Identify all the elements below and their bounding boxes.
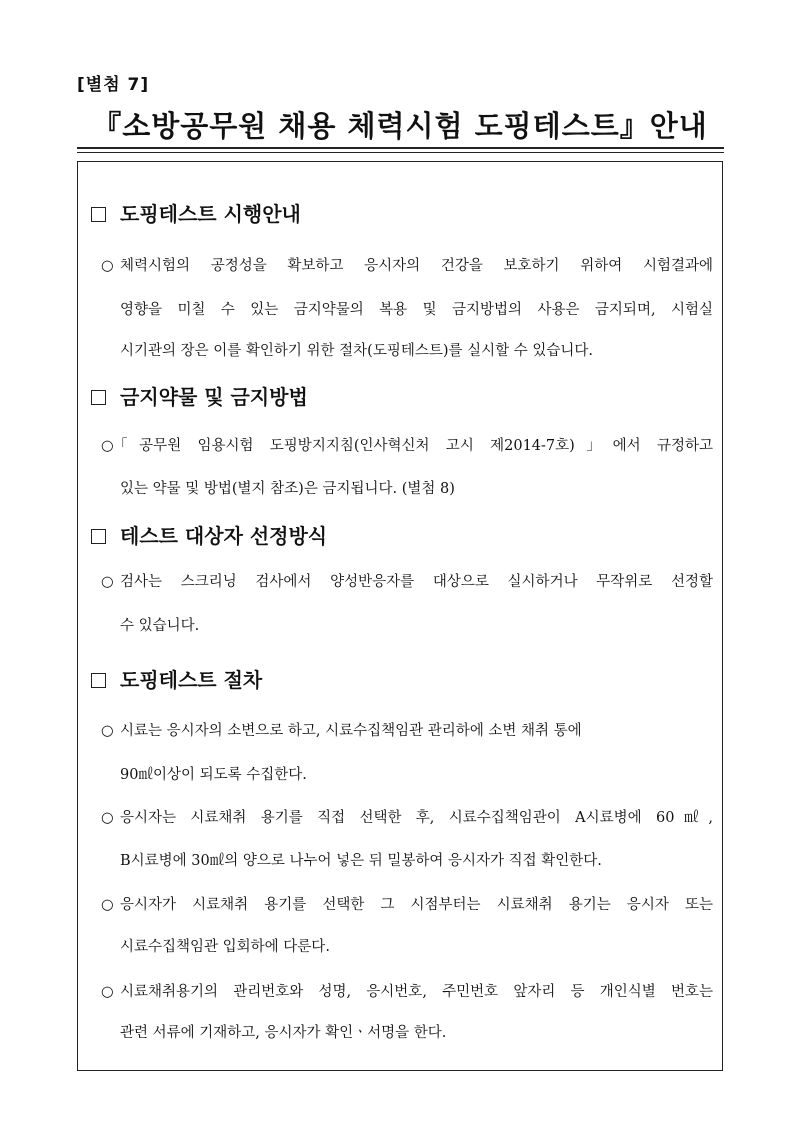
checkbox-square-icon [91,673,106,688]
paragraph-line: 시기관의 장은 이를 확인하기 위한 절차(도핑테스트)를 실시할 수 있습니다. [120,343,594,359]
section-heading [91,199,301,229]
checkbox-square-icon [91,529,106,544]
title-underline-thin [77,152,724,153]
paragraph-line: 시료채취용기의 관리번호와 성명, 응시번호, 주민번호 앞자리 등 개인식별 번호는 [120,984,713,1000]
section-heading [91,665,262,695]
section-heading-text: 도핑테스트 절차 [120,668,263,692]
bullet-icon: ○ [101,984,114,1000]
bullet-icon: ○ [101,723,114,739]
bullet-icon: ○ [101,897,114,913]
page-title: 『소방공무원 채용 체력시험 도핑테스트』안내 [92,109,708,143]
bullet-icon: ○ [101,574,114,590]
bullet-icon: ○ [101,810,114,826]
paragraph-line: 시료수집책임관 입회하에 다룬다. [120,939,330,955]
annex-label: [별첨 7] [77,75,150,95]
section-heading-text: 테스트 대상자 선정방식 [120,524,328,548]
paragraph-line: 관련 서류에 기재하고, 응시자가 확인ㆍ서명을 한다. [120,1025,447,1041]
paragraph-line: 체력시험의 공정성을 확보하고 응시자의 건강을 보호하기 위하여 시험결과에 [120,258,713,274]
paragraph-line: 시료는 응시자의 소변으로 하고, 시료수집책임관 관리하에 소변 채취 통에 [120,723,582,739]
paragraph-line: 90㎖이상이 되도록 수집한다. [120,767,307,783]
section-heading [91,521,327,551]
paragraph-line: B시료병에 30㎖의 양으로 나누어 넣은 뒤 밀봉하여 응시자가 직접 확인한다. [120,853,602,869]
section-heading [91,382,308,412]
paragraph-line: 영향을 미칠 수 있는 금지약물의 복용 및 금지방법의 사용은 금지되며, 시험실 [120,302,713,318]
bullet-icon: ○ [101,438,114,454]
paragraph-line: 응시자가 시료채취 용기를 선택한 그 시점부터는 시료채취 용기는 응시자 또는 [120,897,713,913]
section-heading-text: 도핑테스트 시행안내 [120,202,301,226]
paragraph-line: 있는 약물 및 방법(별지 참조)은 금지됩니다. (별첨 8) [120,481,455,497]
section-heading-text: 금지약물 및 금지방법 [120,385,308,409]
paragraph-line: 응시자는 시료채취 용기를 직접 선택한 후, 시료수집책임관이 A시료병에 60㎖, [120,810,713,826]
checkbox-square-icon [91,390,106,405]
title-underline [77,147,724,149]
paragraph-line: 「공무원 임용시험 도핑방지지침(인사혁신처 고시 제2014-7호)」에서 규정하고 [113,438,713,454]
paragraph-line: 검사는 스크리닝 검사에서 양성반응자를 대상으로 실시하거나 무작위로 선정할 [120,574,713,590]
paragraph-line: 수 있습니다. [120,618,200,634]
bullet-icon: ○ [101,258,114,274]
checkbox-square-icon [91,207,106,222]
